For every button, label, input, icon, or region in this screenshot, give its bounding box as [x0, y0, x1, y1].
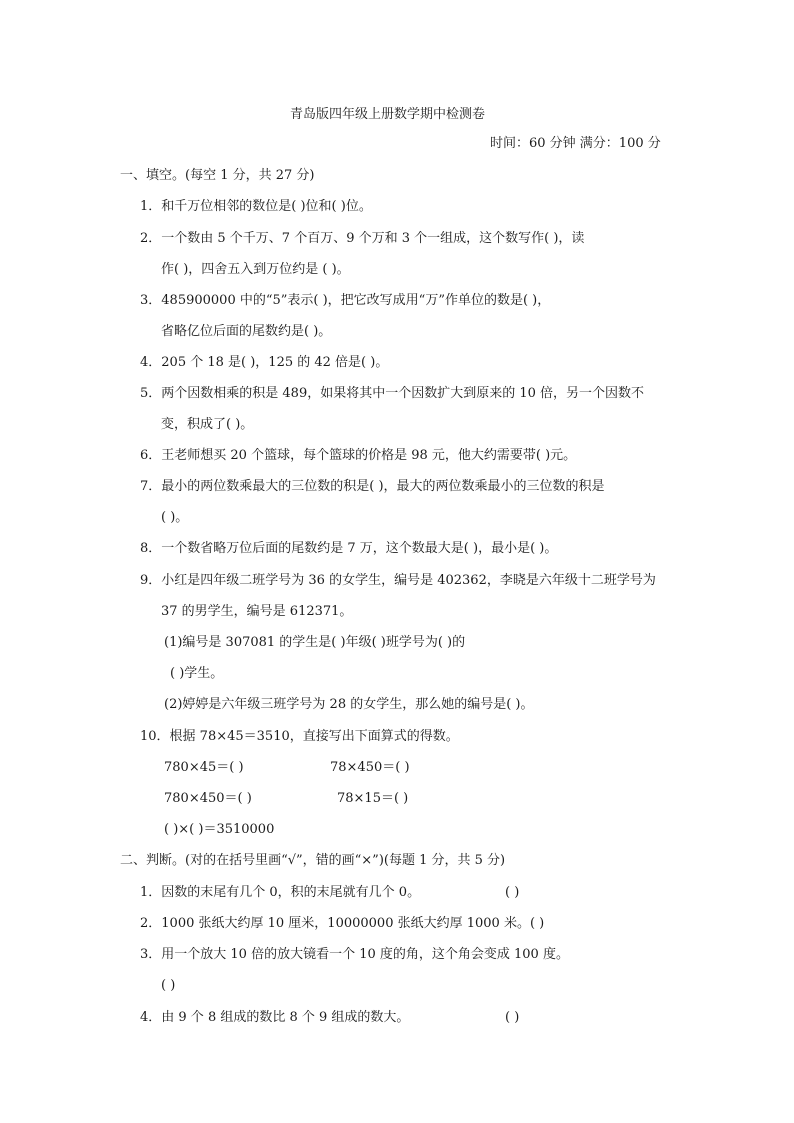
j1-answer: ( ): [505, 885, 520, 900]
q10-calc-1: 780×45＝( ): [164, 760, 244, 775]
q7-line-1: 7．最小的两位数乘最大的三位数的积是( )，最大的两位数乘最小的三位数的积是: [140, 479, 605, 494]
j2-line: 2．1000 张纸大约厚 10 厘米，10000000 张纸大约厚 1000 米。( ): [140, 916, 545, 931]
q9-line-1: 9．小红是四年级二班学号为 36 的女学生，编号是 402362，李晓是六年级十二班学号为: [140, 573, 656, 588]
q1-line: 1．和千万位相邻的数位是( )位和( )位。: [140, 199, 372, 214]
j4-line: 4．由 9 个 8 组成的数比 8 个 9 组成的数大。: [140, 1010, 410, 1025]
q10-line: 10．根据 78×45＝3510，直接写出下面算式的得数。: [140, 729, 459, 744]
q5-line-2: 变，积成了( )。: [161, 417, 254, 432]
q6-line: 6．王老师想买 20 个篮球，每个篮球的价格是 98 元，他大约需要带( )元。: [140, 448, 577, 463]
q9-line-2: 37 的男学生，编号是 612371。: [161, 604, 353, 619]
q9-sub1-line-2: ( )学生。: [170, 666, 224, 681]
q8-line: 8．一个数省略万位后面的尾数约是 7 万，这个数最大是( )，最小是( )。: [140, 541, 558, 556]
j3-line: 3．用一个放大 10 倍的放大镜看一个 10 度的角，这个角会变成 100 度。: [140, 947, 569, 962]
j3-answer: ( ): [161, 978, 176, 993]
q7-line-2: ( )。: [161, 510, 189, 525]
q10-calc-2: 78×450＝( ): [330, 760, 410, 775]
q5-line-1: 5．两个因数相乘的积是 489，如果将其中一个因数扩大到原来的 10 倍，另一个因数不: [140, 386, 645, 401]
q10-calc-5: ( )×( )＝3510000: [164, 822, 275, 837]
q3-line-2: 省略亿位后面的尾数约是( )。: [161, 324, 332, 339]
q9-sub2-line: (2)婷婷是六年级三班学号为 28 的女学生，那么她的编号是( )。: [164, 697, 534, 712]
q2-line-1: 2．一个数由 5 个千万、7 个百万、9 个万和 3 个一组成，这个数写作( )，读: [140, 231, 585, 246]
j1-line: 1．因数的末尾有几个 0，积的末尾就有几个 0。: [140, 885, 421, 900]
exam-meta: 时间：60 分钟 满分：100 分: [490, 136, 661, 151]
q9-sub1-line-1: (1)编号是 307081 的学生是( )年级( )班学号为( )的: [164, 635, 466, 650]
q2-line-2: 作( )，四舍五入到万位约是 ( )。: [161, 262, 350, 277]
page-title: 青岛版四年级上册数学期中检测卷: [290, 107, 486, 122]
q4-line: 4．205 个 18 是( )，125 的 42 倍是( )。: [140, 355, 389, 370]
q3-line-1: 3．485900000 中的“5”表示( )，把它改写成用“万”作单位的数是( )，: [140, 293, 551, 308]
section-judge-heading: 二、判断。(对的在括号里画“√”，错的画“×”)(每题 1 分，共 5 分): [120, 853, 506, 868]
section-fill-blank-heading: 一、填空。(每空 1 分，共 27 分): [120, 168, 315, 183]
q10-calc-3: 780×450＝( ): [164, 791, 252, 806]
j4-answer: ( ): [505, 1010, 520, 1025]
q10-calc-4: 78×15＝( ): [337, 791, 409, 806]
